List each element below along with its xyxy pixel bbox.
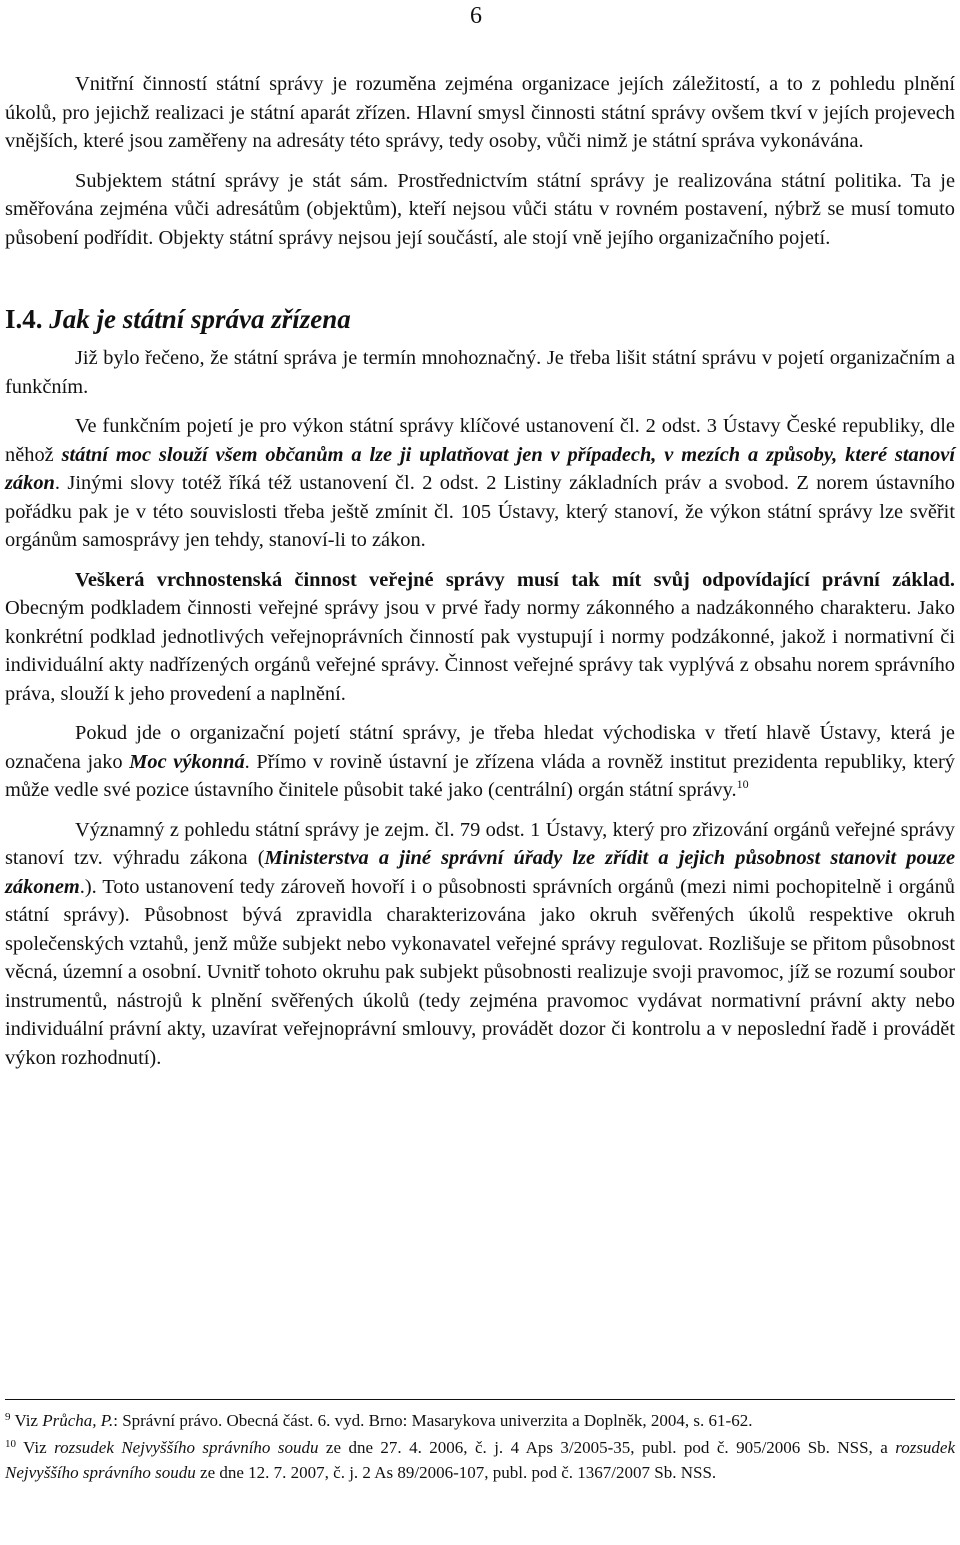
emphasis-bold: Veškerá vrchnostenská činnost veřejné správy musí tak mít svůj odpovídající právní základ. xyxy=(75,568,955,591)
text-run: : Správní právo. Obecná část. 6. vyd. Brno: Masarykova univerzita a Doplněk, 2004, s. 61-62. xyxy=(113,1411,753,1430)
paragraph-organizational xyxy=(5,719,955,805)
emphasis-quote: státní moc slouží všem občanům a lze ji uplatňovat jen v případech, v mezích a způsoby, které stanoví zákon xyxy=(5,443,955,494)
footnotes xyxy=(5,1399,955,1487)
section-title: Jak je státní správa zřízena xyxy=(49,304,351,334)
main-text xyxy=(5,70,955,1083)
text-run: Ve funkčním pojetí je pro výkon státní správy klíčové ustanovení čl. 2 odst. 3 Ústavy České republiky, dle něhož xyxy=(5,415,955,466)
paragraph-legal-basis xyxy=(5,566,955,709)
footnote-number: 9 xyxy=(5,1411,11,1423)
text-run: . Jinými slovy totéž říká též ustanovení čl. 2 odst. 2 Listiny základních práv a svobod. Z norem ústavního pořádku pak je v této souvislosti třeba ještě zmínit čl. 105 Ústavy, který stanoví, že výkon státní správy lze svěřit orgánům samosprávy jen tehdy, stanoví-li to zákon. xyxy=(5,472,955,551)
emphasis-title: Moc výkonná xyxy=(129,750,245,773)
paragraph-functional xyxy=(5,412,955,555)
page-number: 6 xyxy=(470,3,482,29)
text-run: Pokud jde o organizační pojetí státní správy, je třeba hledat východiska v třetí hlavě Ústavy, která je označena jako xyxy=(5,722,955,773)
section-number: I.4. xyxy=(5,304,43,334)
paragraph-internal-activity: Vnitřní činností státní správy je rozuměna zejména organizace jejích záležitostí, a to z pohledu plnění úkolů, pro jejichž realizaci je státní aparát zřízen. Hlavní smysl činnosti státní správy ovšem tkví v jejích projevech vnějších, které jsou zaměřeny na adresáty této správy, tedy osoby, vůči nimž je státní správa vykonávána. xyxy=(5,73,955,152)
footnote-9 xyxy=(5,1408,955,1433)
text-run: Obecným podkladem činnosti veřejné správy jsou v prvé řady normy zákonného a nadzákonného charakteru. Jako konkrétní podklad jednotlivých veřejnoprávních činností pak vystupují i normy podzákonné, jakož i normativní či individuální akty nadřízených orgánů veřejné správy. Činnost veřejné správy tak vyplývá z obsahu norem správního práva, slouží k jeho provedení a naplnění. xyxy=(5,597,955,705)
footnote-ref: 10 xyxy=(736,777,749,791)
footnote-italic: rozsudek Nejvyššího správního soudu xyxy=(5,1438,956,1482)
text-run: ze dne 27. 4. 2006, č. j. 4 Aps 3/2005-35, publ. pod č. 905/2006 Sb. NSS, a xyxy=(318,1438,896,1457)
text-run: Viz xyxy=(10,1411,43,1430)
footnote-author: Průcha, P. xyxy=(42,1411,114,1430)
section-heading xyxy=(5,302,955,336)
text-run: Významný z pohledu státní správy je zejm. čl. 79 odst. 1 Ústavy, který pro zřizování orgánů veřejné správy stanoví tzv. výhradu zákona ( xyxy=(5,818,955,869)
footnote-10 xyxy=(5,1435,955,1485)
emphasis-quote: Ministerstva a jiné správní úřady lze zřídit a jejich působnost stanovit pouze zákonem xyxy=(5,847,955,898)
paragraph-competence xyxy=(5,816,955,1073)
text-run: Viz xyxy=(16,1438,55,1457)
footnote-number: 10 xyxy=(5,1438,16,1450)
text-run: .). Toto ustanovení tedy zároveň hovoří i o působnosti správních orgánů (mezi nimi pochopitelně i orgánů státní správy). Působnost bývá zpravidla charakterizována jako okruh svěřených úkolů respektive okruh společenských vztahů, jenž může subjekt nebo vykonavatel veřejné správy regulovat. Rozlišuje se přitom působnost věcná, územní a osobní. Uvnitř tohoto okruhu pak subjekt působnosti realizuje svoji pravomoc, jíž se rozumí soubor instrumentů, nástrojů k plnění svěřených úkolů (tedy zejména pravomoc vydávat normativní právní akty nebo individuální právní akty, uzavírat veřejnoprávní smlouvy, provádět dozor či kontrolu a v neposlední řadě i provádět výkon rozhodnutí). xyxy=(5,875,955,1069)
text-run: . Přímo v rovině ústavní je zřízena vláda a rovněž institut prezidenta republiky, který může vedle své pozice ústavního činitele působit také jako (centrální) orgán státní správy. xyxy=(5,750,955,801)
paragraph-meaning: Již bylo řečeno, že státní správa je termín mnohoznačný. Je třeba lišit státní správu v pojetí organizačním a funkčním. xyxy=(5,347,955,398)
footnote-italic: rozsudek Nejvyššího správního soudu xyxy=(54,1438,319,1457)
text-run: ze dne 12. 7. 2007, č. j. 2 As 89/2006-107, publ. pod č. 1367/2007 Sb. NSS. xyxy=(195,1463,717,1482)
paragraph-subject: Subjektem státní správy je stát sám. Prostřednictvím státní správy je realizována státní politika. Ta je směřována zejména vůči adresátům (objektům), kteří nejsou vůči státu v rovném postavení, nýbrž se musí tomuto působení podřídit. Objekty státní správy nejsou její součástí, ale stojí vně jejího organizačního pojetí. xyxy=(5,169,955,249)
